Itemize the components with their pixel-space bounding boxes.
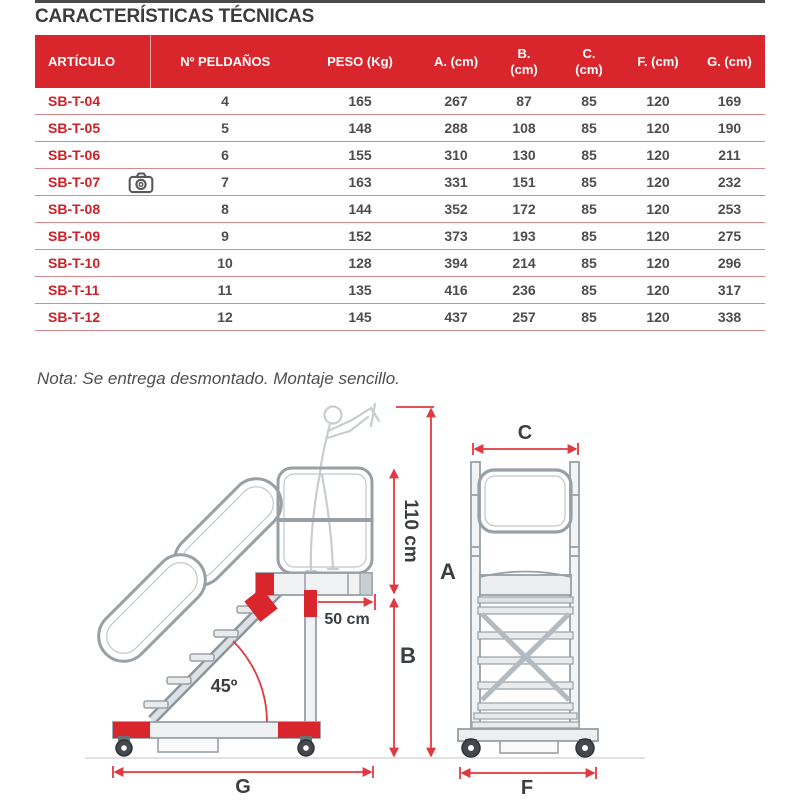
caster-wheel bbox=[576, 739, 594, 757]
cell: 7 bbox=[150, 169, 300, 196]
cell: 152 bbox=[300, 223, 420, 250]
cell: 85 bbox=[556, 169, 622, 196]
cell: 6 bbox=[150, 142, 300, 169]
drawings-svg bbox=[0, 395, 800, 800]
cell: 148 bbox=[300, 115, 420, 142]
column-header-articulo bbox=[35, 35, 150, 88]
cell: 169 bbox=[694, 88, 765, 115]
cell-articulo bbox=[35, 277, 150, 304]
cell: 288 bbox=[420, 115, 492, 142]
article-code: SB-T-11 bbox=[48, 282, 100, 298]
cell: 5 bbox=[150, 115, 300, 142]
cell: 275 bbox=[694, 223, 765, 250]
cell: 120 bbox=[622, 223, 694, 250]
cell: 317 bbox=[694, 277, 765, 304]
article-code: SB-T-12 bbox=[48, 309, 101, 325]
technical-drawings bbox=[0, 395, 800, 800]
ladder-handrails bbox=[88, 468, 291, 671]
article-code: SB-T-06 bbox=[48, 147, 101, 163]
column-header-label: G. (cm) bbox=[707, 53, 752, 69]
cell: 416 bbox=[420, 277, 492, 304]
dim-label-a: A bbox=[440, 559, 456, 584]
cell: 155 bbox=[300, 142, 420, 169]
caster-wheel bbox=[462, 739, 480, 757]
column-header-f bbox=[622, 35, 694, 88]
article-code: SB-T-04 bbox=[48, 93, 101, 109]
rear-post bbox=[304, 590, 317, 723]
side-view-diagram bbox=[88, 404, 456, 798]
caster-wheel bbox=[298, 736, 314, 756]
camera-icon bbox=[127, 171, 155, 194]
assembly-note: Nota: Se entrega desmontado. Montaje sencillo. bbox=[37, 369, 400, 388]
cell: 211 bbox=[694, 142, 765, 169]
cell: 12 bbox=[150, 304, 300, 331]
top-rule bbox=[35, 0, 765, 3]
cell-articulo bbox=[35, 223, 150, 250]
column-header-label: F. (cm) bbox=[637, 53, 679, 69]
dim-label-angle: 45º bbox=[210, 676, 238, 696]
cell: 296 bbox=[694, 250, 765, 277]
cell: 331 bbox=[420, 169, 492, 196]
cell: 120 bbox=[622, 277, 694, 304]
column-header-label: A. (cm) bbox=[433, 53, 479, 69]
article-code: SB-T-08 bbox=[48, 201, 101, 217]
cell: 352 bbox=[420, 196, 492, 223]
cell: 9 bbox=[150, 223, 300, 250]
cell-articulo bbox=[35, 115, 150, 142]
cell: 120 bbox=[622, 250, 694, 277]
column-header-label: ARTÍCULO bbox=[48, 53, 116, 69]
cell: 145 bbox=[300, 304, 420, 331]
article-code: SB-T-09 bbox=[48, 228, 101, 244]
cell-articulo bbox=[35, 88, 150, 115]
cell: 85 bbox=[556, 277, 622, 304]
base-tray bbox=[500, 741, 558, 753]
table-row bbox=[35, 196, 765, 223]
table-row bbox=[35, 250, 765, 277]
cell: 232 bbox=[694, 169, 765, 196]
table-row bbox=[35, 115, 765, 142]
table-row bbox=[35, 142, 765, 169]
cell-articulo bbox=[35, 169, 150, 196]
cell: 163 bbox=[300, 169, 420, 196]
cell: 85 bbox=[556, 88, 622, 115]
cell: 120 bbox=[622, 115, 694, 142]
person-sketch bbox=[306, 404, 379, 571]
column-header-g bbox=[694, 35, 765, 88]
cell: 128 bbox=[300, 250, 420, 277]
cell: 151 bbox=[492, 169, 556, 196]
cell: 85 bbox=[556, 115, 622, 142]
cell: 214 bbox=[492, 250, 556, 277]
base-tray bbox=[158, 738, 218, 752]
cell: 130 bbox=[492, 142, 556, 169]
dim-label-50cm: 50 cm bbox=[324, 611, 370, 628]
cell: 267 bbox=[420, 88, 492, 115]
cell: 373 bbox=[420, 223, 492, 250]
article-code: SB-T-07 bbox=[48, 174, 101, 190]
dim-label-c: C bbox=[517, 422, 533, 444]
cell: 8 bbox=[150, 196, 300, 223]
table-row bbox=[35, 169, 765, 196]
cell: 108 bbox=[492, 115, 556, 142]
platform-guardrail-side bbox=[278, 468, 372, 573]
column-header-label: B. (cm) bbox=[510, 45, 538, 77]
cell: 236 bbox=[492, 277, 556, 304]
cell-articulo bbox=[35, 304, 150, 331]
article-code: SB-T-10 bbox=[48, 255, 101, 271]
front-posts bbox=[471, 462, 579, 730]
cell: 437 bbox=[420, 304, 492, 331]
cell: 144 bbox=[300, 196, 420, 223]
base-side bbox=[113, 722, 320, 756]
caster-wheel bbox=[116, 736, 132, 756]
cell: 120 bbox=[622, 142, 694, 169]
cell: 120 bbox=[622, 196, 694, 223]
cell: 4 bbox=[150, 88, 300, 115]
column-header-peso bbox=[300, 35, 420, 88]
table-row bbox=[35, 223, 765, 250]
cell: 11 bbox=[150, 277, 300, 304]
cell-articulo bbox=[35, 142, 150, 169]
cell: 85 bbox=[556, 223, 622, 250]
page-title: CARACTERÍSTICAS TÉCNICAS bbox=[35, 6, 315, 27]
front-view-diagram bbox=[458, 422, 598, 799]
cell: 85 bbox=[556, 142, 622, 169]
cell: 190 bbox=[694, 115, 765, 142]
table-row bbox=[35, 277, 765, 304]
column-header-label: PESO (Kg) bbox=[327, 53, 393, 69]
article-code: SB-T-05 bbox=[48, 120, 101, 136]
cell-articulo bbox=[35, 250, 150, 277]
angle-arc bbox=[233, 641, 267, 722]
dim-label-110cm: 110 cm bbox=[400, 499, 421, 563]
dim-label-f: F bbox=[520, 777, 534, 799]
front-guardrail bbox=[479, 470, 571, 532]
cell: 87 bbox=[492, 88, 556, 115]
column-header-c bbox=[556, 35, 622, 88]
dim-label-g: G bbox=[235, 776, 251, 798]
column-header-peldanos bbox=[150, 35, 300, 88]
column-header-a bbox=[420, 35, 492, 88]
front-base bbox=[458, 713, 598, 757]
column-header-label: Nº PELDAÑOS bbox=[180, 53, 271, 69]
cell: 120 bbox=[622, 169, 694, 196]
dim-label-b: B bbox=[400, 643, 416, 668]
header-row bbox=[35, 35, 765, 88]
cell: 135 bbox=[300, 277, 420, 304]
cell: 193 bbox=[492, 223, 556, 250]
cell: 338 bbox=[694, 304, 765, 331]
column-header-b bbox=[492, 35, 556, 88]
cell: 85 bbox=[556, 196, 622, 223]
cell-articulo bbox=[35, 196, 150, 223]
cell: 172 bbox=[492, 196, 556, 223]
table-row bbox=[35, 88, 765, 115]
column-header-label: C. (cm) bbox=[575, 45, 603, 77]
cell: 310 bbox=[420, 142, 492, 169]
table-row bbox=[35, 304, 765, 331]
cell: 257 bbox=[492, 304, 556, 331]
cell: 120 bbox=[622, 304, 694, 331]
specs-table bbox=[35, 35, 765, 331]
cell: 253 bbox=[694, 196, 765, 223]
front-platform bbox=[478, 572, 573, 604]
cell: 394 bbox=[420, 250, 492, 277]
cell: 85 bbox=[556, 304, 622, 331]
cell: 165 bbox=[300, 88, 420, 115]
cell: 120 bbox=[622, 88, 694, 115]
cell: 85 bbox=[556, 250, 622, 277]
cell: 10 bbox=[150, 250, 300, 277]
